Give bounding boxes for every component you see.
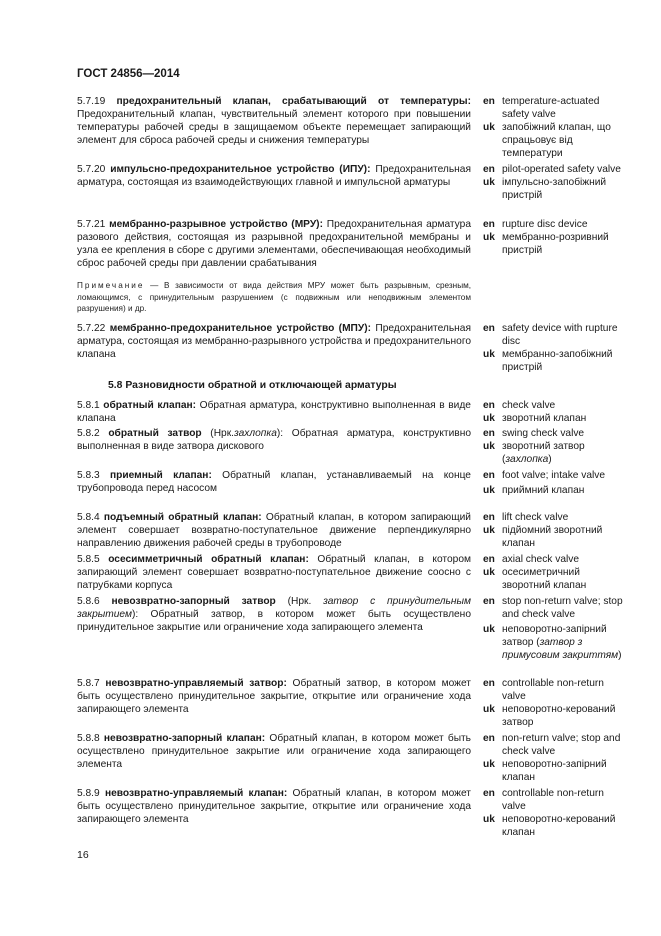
equivalents-5-8-3: en foot valve; intake valve uk приймний клапан — [483, 470, 606, 496]
term-entry-5-7-20: 5.7.20 импульсно-предохранительное устройство (ИПУ): Предохранительная арматура, состоящая из взаимодействующих главной и импульсной арматуры — [77, 164, 471, 188]
equivalents-5-7-19: en temperature-actuated safety valve uk запобіжний клапан, що спрацьовує від температури — [483, 95, 623, 160]
note-text: — В зависимости от вида действия МРУ может быть разрывным, срезным, ломающимся, с принудительным разрушением (с подвижным или неподвижным элементом разрушения) и др. — [77, 281, 471, 313]
term-number: 5.7.19 — [77, 96, 106, 107]
page-header: ГОСТ 24856—2014 — [77, 68, 180, 80]
term-entry-5-8-5: 5.8.5 осесимметричный обратный клапан: Обратный клапан, в котором запирающий элемент совершает возвратно-поступательное движение соосно с патрубками корпуса — [77, 554, 471, 591]
equivalents-5-8-9: en controllable non-return valve uk неповоротно-керований клапан — [483, 788, 616, 838]
term-entry-5-7-22: 5.7.22 мембранно-предохранительное устройство (МПУ): Предохранительная арматура, состоящая из мембранно-разрывного устройства и предохранительного клапана — [77, 323, 471, 360]
equivalents-5-7-20: en pilot-operated safety valve uk імпульсно-запобіжний пристрій — [483, 164, 621, 201]
section-heading-5-8: 5.8 Разновидности обратной и отключающей арматуры — [108, 380, 397, 391]
ukrainian-equivalent: запобіжний клапан, що спрацьовує від температури — [502, 122, 611, 159]
equivalents-5-8-8: en non-return valve; stop and check valve uk неповоротно-запірний клапан — [483, 733, 621, 783]
term-definition: Предохранительный клапан, чувствительный элемент которого при повышении температуры рабочей среды в защищаемом объекте перемещает запирающий элемент для сброса рабочей среды и снижения температуры — [77, 109, 471, 146]
term-name: предохранительный клапан, срабатывающий от температуры: — [116, 96, 471, 107]
term-entry-5-8-9: 5.8.9 невозвратно-управляемый клапан: Обратный клапан, в котором может быть осуществлено принудительное закрытие, открытие или ограничение хода запирающего элемента — [77, 788, 471, 825]
term-entry-5-8-3: 5.8.3 приемный клапан: Обратный клапан, устанавливаемый на конце трубопровода перед насосом — [77, 470, 471, 494]
term-entry-5-7-21: 5.7.21 мембранно-разрывное устройство (МРУ): Предохранительная арматура разового действия, состоящая из разрывной предохранительной мембраны и узла ее крепления в сборе с другими элементами, обеспечивающая необходимый сброс рабочей среды при давлении срабатывания — [77, 219, 471, 269]
term-entry-5-8-2: 5.8.2 обратный затвор (Нрк.захлопка): Обратная арматура, конструктивно выполненная в виде затвора дискового — [77, 428, 471, 452]
equivalents-5-8-5: en axial check valve uk осесиметричний зворотний клапан — [483, 554, 587, 591]
equivalents-5-7-22: en safety device with rupture disc uk мембранно-запобіжний пристрій — [483, 323, 618, 373]
equivalents-5-7-21: en rupture disc device uk мембранно-розривний пристрій — [483, 219, 609, 256]
note-label: Примечание — [77, 281, 145, 290]
term-entry-5-8-6: 5.8.6 невозвратно-запорный затвор (Нрк. затвор с принудительным закрытием): Обратный затвор, в котором может быть осуществлено принудительное закрытие или ограничение хода запирающего элемента — [77, 596, 471, 633]
equivalents-5-8-1: en check valve uk зворотний клапан — [483, 400, 587, 424]
term-entry-5-8-4: 5.8.4 подъемный обратный клапан: Обратный клапан, в котором запирающий элемент совершает возвратно-поступательное движение перпендикулярно направлению движения рабочей среды в трубопроводе — [77, 512, 471, 549]
term-entry-5-8-8: 5.8.8 невозвратно-запорный клапан: Обратный клапан, в котором может быть осуществлено принудительное закрытие или ограничение хода запирающего элемента — [77, 733, 471, 770]
english-equivalent: temperature-actuated safety valve — [502, 96, 600, 120]
term-entry-5-8-7: 5.8.7 невозвратно-управляемый затвор: Обратный затвор, в котором может быть осуществлено принудительное закрытие, открытие или ограничение хода запирающего элемента — [77, 678, 471, 715]
term-entry-5-8-1: 5.8.1 обратный клапан: Обратная арматура, конструктивно выполненная в виде клапана — [77, 400, 471, 424]
note-mru — [77, 280, 471, 315]
equivalents-5-8-2: en swing check valve uk зворотний затвор (захлопка) — [483, 428, 585, 465]
page-number: 16 — [77, 849, 89, 861]
term-entry-5-7-19 — [77, 95, 471, 147]
equivalents-5-8-7: en controllable non-return valve uk неповоротно-керований затвор — [483, 678, 616, 728]
equivalents-5-8-4: en lift check valve uk підйомний зворотний клапан — [483, 512, 603, 549]
equivalents-5-8-6: en stop non-return valve; stop and check valve uk неповоротно-запірний затвор (затвор з примусовим закриттям) — [483, 596, 623, 661]
